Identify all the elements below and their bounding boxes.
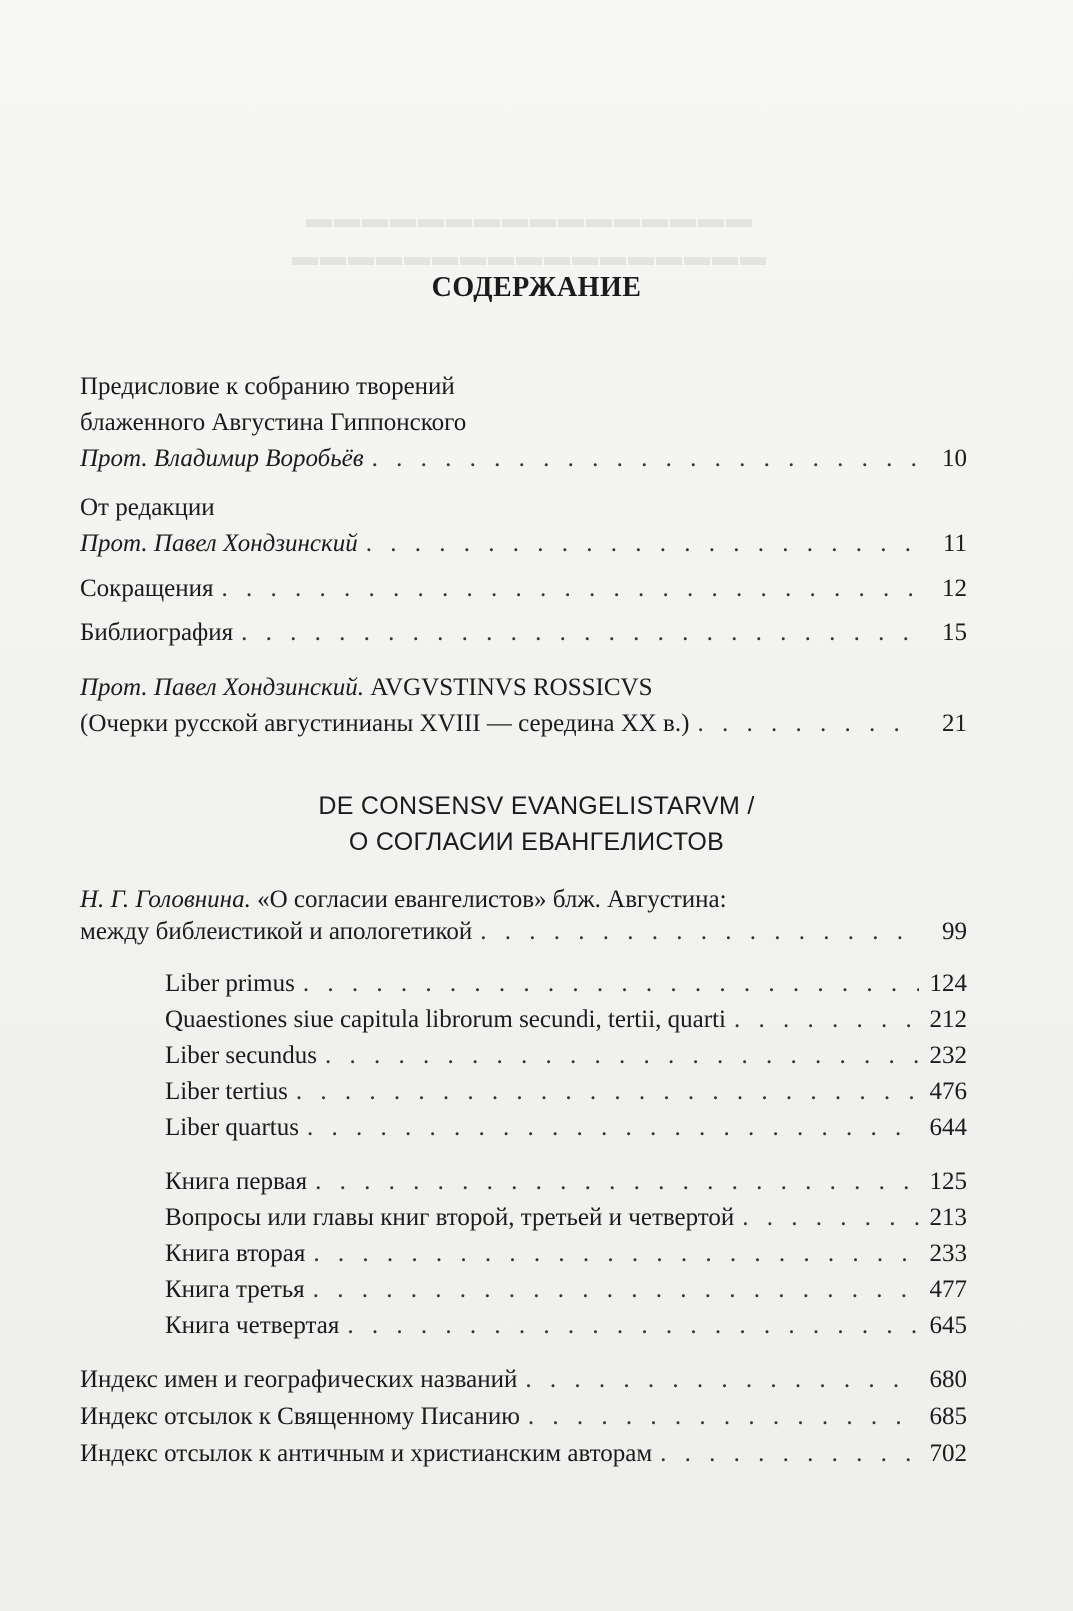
- dot-leader: [296, 1074, 919, 1110]
- toc-entry-liber-tertius[interactable]: [165, 1074, 967, 1110]
- entry-title: Книга третья: [165, 1276, 305, 1303]
- dot-leader: [366, 526, 919, 562]
- page-number: 99: [942, 918, 967, 945]
- dot-leader: [734, 1002, 919, 1038]
- page-number: 21: [942, 710, 967, 737]
- page-number: 702: [929, 1440, 967, 1467]
- entry-title: (Очерки русской августинианы XVIII — середина XX в.): [80, 710, 690, 737]
- entry-title: Liber primus: [165, 970, 295, 997]
- page-number: 685: [929, 1403, 967, 1430]
- page-number: 12: [942, 575, 967, 602]
- section-heading-latin: DE CONSENSV EVANGELISTARVM /: [318, 792, 755, 820]
- entry-author: Н. Г. Головнина.: [80, 886, 251, 913]
- toc-entry-editorial-author[interactable]: [80, 526, 967, 562]
- toc-entry-quaestiones[interactable]: [165, 1002, 967, 1038]
- dot-leader: [315, 1164, 919, 1200]
- toc-entry-editorial-title: От редакции: [80, 494, 215, 521]
- toc-entry-voprosy[interactable]: [165, 1200, 967, 1236]
- dot-leader: [660, 1436, 919, 1472]
- dot-leader: [480, 914, 919, 950]
- page-number: 645: [929, 1312, 967, 1339]
- toc-entry-liber-quartus[interactable]: [165, 1110, 967, 1146]
- entry-author: Прот. Павел Хондзинский: [80, 530, 358, 557]
- page-number: 10: [942, 445, 967, 472]
- dot-leader: [303, 966, 919, 1002]
- entry-title: Индекс имен и географических названий: [80, 1366, 518, 1393]
- page-number: 124: [929, 970, 967, 997]
- page-number: 680: [929, 1366, 967, 1393]
- page-number: 644: [929, 1114, 967, 1141]
- toc-entry-liber-primus[interactable]: [165, 966, 967, 1002]
- entry-title: AVGVSTINVS ROSSICVS: [363, 674, 653, 701]
- entry-title: Библиография: [80, 619, 234, 646]
- dot-leader: [325, 1038, 919, 1074]
- toc-entry-kniga-chetvertaya[interactable]: [165, 1308, 967, 1344]
- entry-title: Книга четвертая: [165, 1312, 340, 1339]
- toc-entry-augustinus-line2[interactable]: [80, 706, 967, 742]
- page-number: 232: [929, 1042, 967, 1069]
- entry-title: между библеистикой и апологетикой: [80, 918, 473, 945]
- page-number: 125: [929, 1168, 967, 1195]
- entry-title: Liber secundus: [165, 1042, 318, 1069]
- toc-entry-index-scripture[interactable]: [80, 1399, 967, 1435]
- page-number: 476: [929, 1078, 967, 1105]
- dot-leader: [525, 1362, 919, 1398]
- entry-title: Вопросы или главы книг второй, третьей и четвертой: [165, 1204, 735, 1231]
- toc-entry-kniga-tretya[interactable]: [165, 1272, 967, 1308]
- entry-author: Прот. Владимир Воробьёв: [80, 445, 364, 472]
- dot-leader: [313, 1236, 919, 1272]
- toc-entry-index-names[interactable]: [80, 1362, 967, 1398]
- toc-entry-preface-author[interactable]: [80, 441, 967, 477]
- entry-title: Индекс отсылок к Священному Писанию: [80, 1403, 520, 1430]
- bleed-through-text: ▬▬▬▬▬▬▬▬▬▬▬▬▬▬▬▬ ▬▬▬▬▬▬▬▬▬▬▬▬▬▬▬▬▬: [292, 204, 768, 271]
- toc-entry-kniga-pervaya[interactable]: [165, 1164, 967, 1200]
- toc-entry-preface-line1: Предисловие к собранию творений: [80, 373, 455, 400]
- dot-leader: [313, 1272, 919, 1308]
- entry-title: «О согласии евангелистов» блж. Августина:: [250, 886, 727, 913]
- toc-entry-liber-secundus[interactable]: [165, 1038, 967, 1074]
- page-title: СОДЕРЖАНИЕ: [431, 272, 642, 303]
- page-number: 213: [929, 1204, 967, 1231]
- entry-author: Прот. Павел Хондзинский.: [80, 674, 364, 701]
- toc-entry-golovnina-line2[interactable]: [80, 914, 967, 950]
- entry-title: Книга вторая: [165, 1240, 306, 1267]
- dot-leader: [528, 1399, 919, 1435]
- toc-entry-augustinus-line1: [80, 670, 652, 706]
- dot-leader: [372, 441, 919, 477]
- toc-entry-bibliography[interactable]: [80, 615, 967, 651]
- page-number: 11: [942, 530, 967, 557]
- section-heading-russian: О СОГЛАСИИ ЕВАНГЕЛИСТОВ: [348, 828, 725, 856]
- dot-leader: [742, 1200, 919, 1236]
- page-number: 212: [929, 1006, 967, 1033]
- entry-title: Сокращения: [80, 575, 214, 602]
- page-number: 15: [942, 619, 967, 646]
- toc-entry-abbreviations[interactable]: [80, 571, 967, 607]
- dot-leader: [347, 1308, 919, 1344]
- page-number: 477: [929, 1276, 967, 1303]
- page-number: 233: [929, 1240, 967, 1267]
- dot-leader: [241, 615, 919, 651]
- entry-title: Индекс отсылок к античным и христианским авторам: [80, 1440, 653, 1467]
- toc-entry-index-authors[interactable]: [80, 1436, 967, 1472]
- dot-leader: [307, 1110, 919, 1146]
- entry-title: Quaestiones siue capitula librorum secundi, tertii, quarti: [165, 1006, 726, 1033]
- toc-entry-kniga-vtoraya[interactable]: [165, 1236, 967, 1272]
- toc-entry-preface-line2: блаженного Августина Гиппонского: [80, 409, 467, 436]
- toc-entry-golovnina-line1: [80, 882, 727, 918]
- entry-title: Книга первая: [165, 1168, 308, 1195]
- dot-leader: [222, 571, 919, 607]
- entry-title: Liber tertius: [165, 1078, 288, 1105]
- entry-title: Liber quartus: [165, 1114, 299, 1141]
- dot-leader: [697, 706, 919, 742]
